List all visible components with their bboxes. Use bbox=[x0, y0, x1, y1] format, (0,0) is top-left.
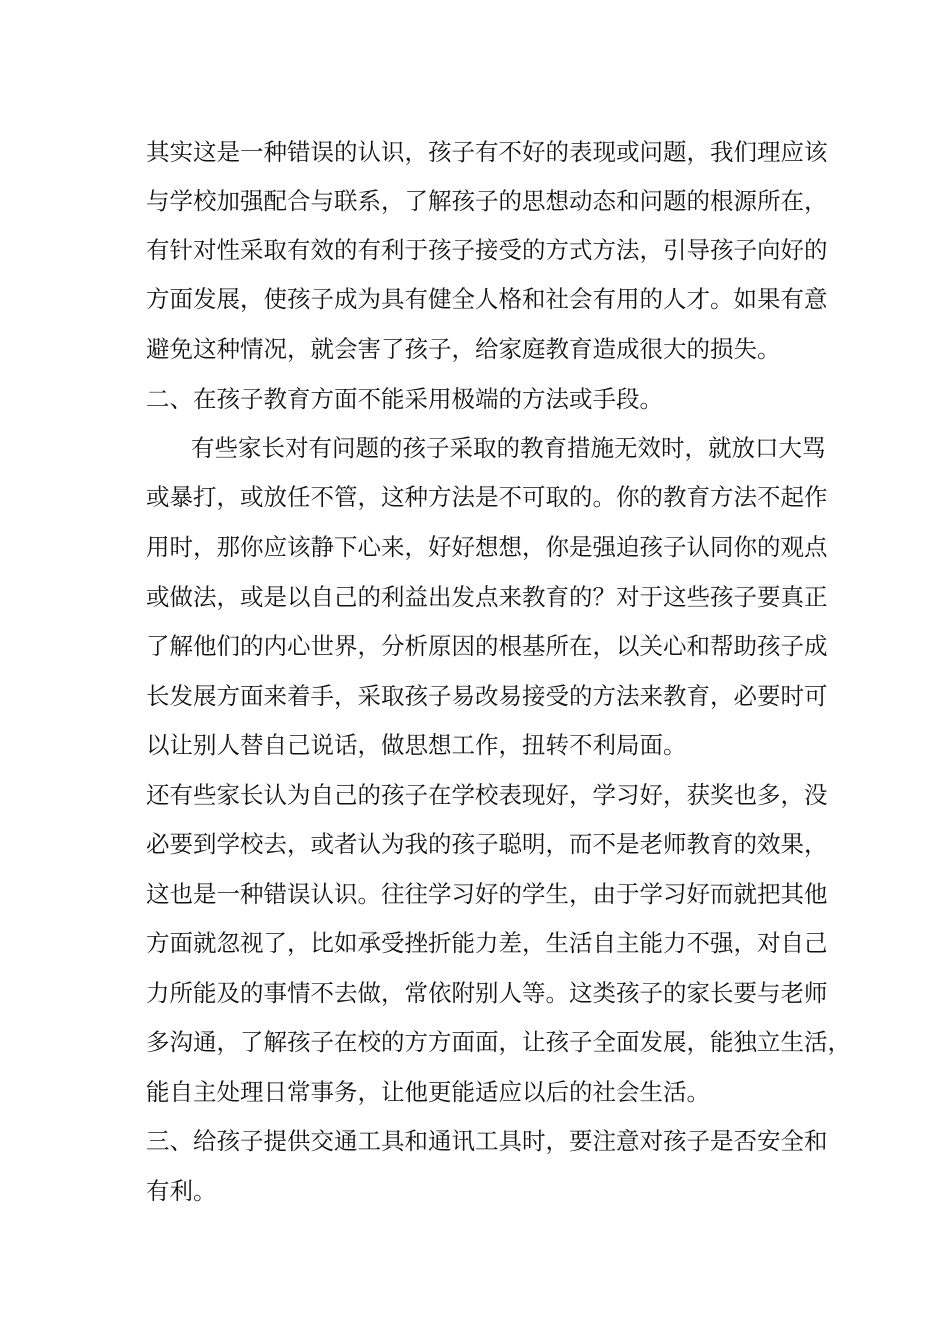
text-line: 有些家长对有问题的孩子采取的教育措施无效时，就放口大骂 bbox=[191, 434, 826, 462]
text-line: 或暴打，或放任不管，这种方法是不可取的。你的教育方法不起作 bbox=[146, 483, 828, 511]
section-heading: 三、给孩子提供交通工具和通讯工具时，要注意对孩子是否安全和 bbox=[146, 1127, 828, 1155]
text-line: 用时，那你应该静下心来，好好想想，你是强迫孩子认同你的观点 bbox=[146, 533, 828, 561]
text-line: 避免这种情况，就会害了孩子，给家庭教育造成很大的损失。 bbox=[146, 335, 781, 363]
section-heading-continued: 有利。 bbox=[146, 1177, 217, 1205]
text-line: 以让别人替自己说话，做思想工作，扭转不利局面。 bbox=[146, 731, 687, 759]
text-line: 还有些家长认为自己的孩子在学校表现好，学习好，获奖也多，没 bbox=[146, 781, 828, 809]
text-line: 其实这是一种错误的认识，孩子有不好的表现或问题，我们理应该 bbox=[146, 138, 828, 166]
text-line: 多沟通，了解孩子在校的方方面面，让孩子全面发展，能独立生活， bbox=[146, 1028, 851, 1056]
text-line: 必要到学校去，或者认为我的孩子聪明，而不是老师教育的效果， bbox=[146, 830, 828, 858]
text-line: 方面就忽视了，比如承受挫折能力差，生活自主能力不强，对自己 bbox=[146, 929, 828, 957]
section-heading: 二、在孩子教育方面不能采用极端的方法或手段。 bbox=[146, 385, 663, 413]
text-line: 方面发展，使孩子成为具有健全人格和社会有用的人才。如果有意 bbox=[146, 285, 828, 313]
text-line: 与学校加强配合与联系，了解孩子的思想动态和问题的根源所在， bbox=[146, 187, 828, 215]
text-line: 力所能及的事情不去做，常依附别人等。这类孩子的家长要与老师 bbox=[146, 979, 828, 1007]
text-line: 长发展方面来着手，采取孩子易改易接受的方法来教育，必要时可 bbox=[146, 682, 828, 710]
text-line: 或做法，或是以自己的利益出发点来教育的？对于这些孩子要真正 bbox=[146, 583, 828, 611]
text-line: 了解他们的内心世界，分析原因的根基所在，以关心和帮助孩子成 bbox=[146, 632, 828, 660]
text-line: 能自主处理日常事务，让他更能适应以后的社会生活。 bbox=[146, 1078, 710, 1106]
text-line: 有针对性采取有效的有利于孩子接受的方式方法，引导孩子向好的 bbox=[146, 236, 828, 264]
text-line: 这也是一种错误认识。往往学习好的学生，由于学习好而就把其他 bbox=[146, 880, 828, 908]
